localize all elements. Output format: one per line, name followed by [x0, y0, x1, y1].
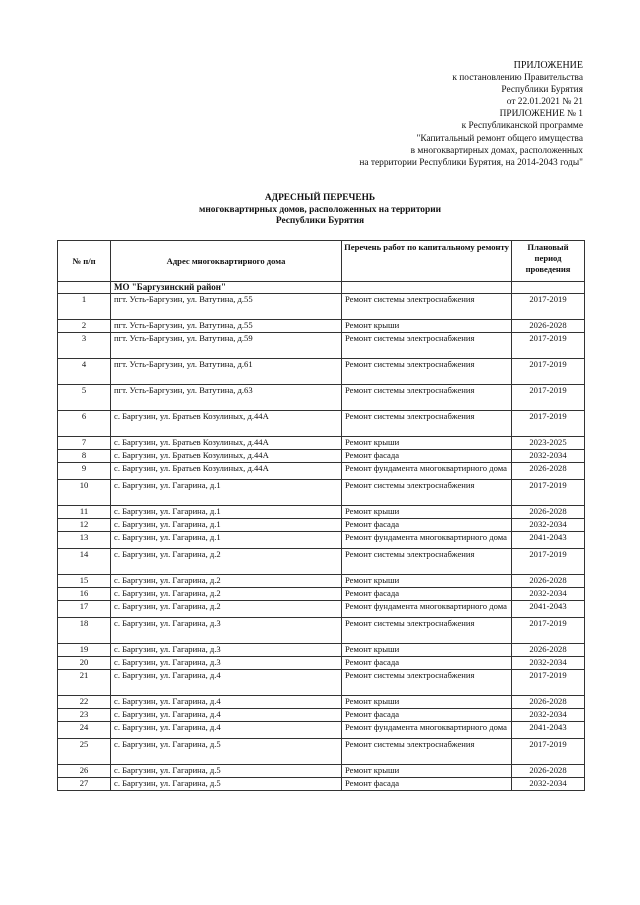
row-work: Ремонт фасада [342, 709, 512, 722]
address-list-table [57, 240, 585, 791]
row-number: 18 [58, 618, 111, 644]
row-address: с. Баргузин, ул. Гагарина, д.5 [111, 765, 342, 778]
row-address: с. Баргузин, ул. Гагарина, д.4 [111, 722, 342, 739]
row-work: Ремонт крыши [342, 644, 512, 657]
table-row [58, 294, 585, 320]
row-period: 2032-2034 [512, 450, 585, 463]
row-work: Ремонт фасада [342, 519, 512, 532]
appendix-header [223, 60, 583, 169]
row-number: 6 [58, 411, 111, 437]
row-period: 2017-2019 [512, 411, 585, 437]
row-address: пгт. Усть-Баргузин, ул. Ватутина, д.63 [111, 385, 342, 411]
row-work: Ремонт системы электроснабжения [342, 549, 512, 575]
row-period: 2041-2043 [512, 601, 585, 618]
row-period: 2026-2028 [512, 644, 585, 657]
row-number: 15 [58, 575, 111, 588]
table-row [58, 532, 585, 549]
row-address: с. Баргузин, ул. Гагарина, д.1 [111, 480, 342, 506]
row-work: Ремонт системы электроснабжения [342, 670, 512, 696]
table-row [58, 657, 585, 670]
row-period: 2032-2034 [512, 778, 585, 791]
row-work: Ремонт фундамента многоквартирного дома [342, 532, 512, 549]
row-work: Ремонт системы электроснабжения [342, 359, 512, 385]
row-period: 2017-2019 [512, 294, 585, 320]
row-address: с. Баргузин, ул. Братьев Козулиных, д.44А [111, 411, 342, 437]
header-line: в многоквартирных домах, расположенных [410, 145, 583, 156]
table-row [58, 644, 585, 657]
row-number: 27 [58, 778, 111, 791]
table-row [58, 411, 585, 437]
header-line: от 22.01.2021 № 21 [506, 97, 583, 108]
row-period: 2017-2019 [512, 385, 585, 411]
row-period: 2017-2019 [512, 739, 585, 765]
row-work: Ремонт крыши [342, 320, 512, 333]
row-address: пгт. Усть-Баргузин, ул. Ватутина, д.55 [111, 294, 342, 320]
document-title [0, 193, 640, 228]
group-row [58, 282, 585, 294]
row-period: 2026-2028 [512, 506, 585, 519]
header-line: ПРИЛОЖЕНИЕ № 1 [499, 109, 583, 120]
row-number: 9 [58, 463, 111, 480]
row-work: Ремонт системы электроснабжения [342, 618, 512, 644]
table-row [58, 480, 585, 506]
row-number: 26 [58, 765, 111, 778]
row-number: 23 [58, 709, 111, 722]
row-period: 2017-2019 [512, 670, 585, 696]
table-row [58, 670, 585, 696]
row-number: 7 [58, 437, 111, 450]
row-address: с. Баргузин, ул. Братьев Козулиных, д.44А [111, 450, 342, 463]
table-row [58, 722, 585, 739]
row-number: 8 [58, 450, 111, 463]
row-period: 2026-2028 [512, 463, 585, 480]
row-address: с. Баргузин, ул. Гагарина, д.4 [111, 696, 342, 709]
table-row [58, 618, 585, 644]
col-header-period: Плановый период проведения [512, 241, 585, 282]
row-number: 22 [58, 696, 111, 709]
col-header-address: Адрес многоквартирного дома [111, 241, 342, 282]
header-line: ПРИЛОЖЕНИЕ [513, 60, 583, 71]
row-work: Ремонт фасада [342, 778, 512, 791]
row-number: 10 [58, 480, 111, 506]
row-address: с. Баргузин, ул. Гагарина, д.5 [111, 778, 342, 791]
col-header-num: № п/п [58, 241, 111, 282]
table-row [58, 575, 585, 588]
row-address: с. Баргузин, ул. Гагарина, д.3 [111, 657, 342, 670]
row-work: Ремонт системы электроснабжения [342, 333, 512, 359]
table-row [58, 463, 585, 480]
row-period: 2026-2028 [512, 765, 585, 778]
row-work: Ремонт фундамента многоквартирного дома [342, 463, 512, 480]
row-period: 2041-2043 [512, 722, 585, 739]
header-line: к Республиканской программе [461, 121, 583, 132]
row-work: Ремонт фасада [342, 588, 512, 601]
row-work: Ремонт крыши [342, 696, 512, 709]
row-number: 12 [58, 519, 111, 532]
row-address: с. Баргузин, ул. Гагарина, д.1 [111, 532, 342, 549]
row-work: Ремонт фасада [342, 450, 512, 463]
row-address: с. Баргузин, ул. Гагарина, д.2 [111, 575, 342, 588]
table-row [58, 778, 585, 791]
row-number: 25 [58, 739, 111, 765]
row-period: 2017-2019 [512, 359, 585, 385]
row-work: Ремонт крыши [342, 437, 512, 450]
table-row [58, 709, 585, 722]
row-address: с. Баргузин, ул. Гагарина, д.3 [111, 644, 342, 657]
table-row [58, 549, 585, 575]
row-address: с. Баргузин, ул. Гагарина, д.1 [111, 506, 342, 519]
row-number: 5 [58, 385, 111, 411]
table-row [58, 739, 585, 765]
row-period: 2041-2043 [512, 532, 585, 549]
title-line-2: многоквартирных домов, расположенных на территории [198, 204, 442, 215]
row-address: с. Баргузин, ул. Гагарина, д.1 [111, 519, 342, 532]
row-period: 2026-2028 [512, 696, 585, 709]
title-line-1: АДРЕСНЫЙ ПЕРЕЧЕНЬ [264, 193, 376, 203]
row-period: 2023-2025 [512, 437, 585, 450]
row-number: 2 [58, 320, 111, 333]
row-number: 1 [58, 294, 111, 320]
row-number: 17 [58, 601, 111, 618]
group-label: МО "Баргузинский район" [111, 282, 342, 294]
table-row [58, 765, 585, 778]
row-address: пгт. Усть-Баргузин, ул. Ватутина, д.55 [111, 320, 342, 333]
row-period: 2026-2028 [512, 320, 585, 333]
table-row [58, 320, 585, 333]
table-row [58, 450, 585, 463]
table-row [58, 437, 585, 450]
table-row [58, 333, 585, 359]
row-period: 2017-2019 [512, 618, 585, 644]
row-work: Ремонт системы электроснабжения [342, 739, 512, 765]
row-address: с. Баргузин, ул. Гагарина, д.3 [111, 618, 342, 644]
row-period: 2017-2019 [512, 549, 585, 575]
row-work: Ремонт крыши [342, 506, 512, 519]
table-row [58, 588, 585, 601]
row-number: 21 [58, 670, 111, 696]
row-period: 2026-2028 [512, 575, 585, 588]
row-work: Ремонт системы электроснабжения [342, 385, 512, 411]
row-address: с. Баргузин, ул. Гагарина, д.5 [111, 739, 342, 765]
row-work: Ремонт крыши [342, 765, 512, 778]
row-work: Ремонт крыши [342, 575, 512, 588]
table-row [58, 601, 585, 618]
table-row [58, 385, 585, 411]
header-line: Республики Бурятия [501, 85, 583, 96]
row-number: 14 [58, 549, 111, 575]
table-header-row [58, 241, 585, 282]
header-line: на территории Республики Бурятия, на 2014-2043 годы" [359, 157, 583, 168]
row-number: 11 [58, 506, 111, 519]
row-number: 4 [58, 359, 111, 385]
row-work: Ремонт системы электроснабжения [342, 411, 512, 437]
row-work: Ремонт фундамента многоквартирного дома [342, 722, 512, 739]
row-period: 2032-2034 [512, 519, 585, 532]
row-address: пгт. Усть-Баргузин, ул. Ватутина, д.59 [111, 333, 342, 359]
row-number: 3 [58, 333, 111, 359]
row-address: с. Баргузин, ул. Гагарина, д.2 [111, 588, 342, 601]
row-address: с. Баргузин, ул. Гагарина, д.2 [111, 549, 342, 575]
row-work: Ремонт фасада [342, 657, 512, 670]
table-row [58, 359, 585, 385]
row-address: с. Баргузин, ул. Братьев Козулиных, д.44А [111, 463, 342, 480]
table-row [58, 519, 585, 532]
header-line: к постановлению Правительства [452, 73, 583, 84]
table-row [58, 696, 585, 709]
header-line: "Капитальный ремонт общего имущества [416, 133, 583, 144]
row-work: Ремонт фундамента многоквартирного дома [342, 601, 512, 618]
col-header-works: Перечень работ по капитальному ремонту [342, 241, 512, 282]
row-work: Ремонт системы электроснабжения [342, 480, 512, 506]
row-period: 2032-2034 [512, 657, 585, 670]
row-number: 20 [58, 657, 111, 670]
row-period: 2017-2019 [512, 333, 585, 359]
row-address: пгт. Усть-Баргузин, ул. Ватутина, д.61 [111, 359, 342, 385]
row-period: 2032-2034 [512, 709, 585, 722]
row-address: с. Баргузин, ул. Гагарина, д.2 [111, 601, 342, 618]
row-period: 2032-2034 [512, 588, 585, 601]
row-number: 19 [58, 644, 111, 657]
row-work: Ремонт системы электроснабжения [342, 294, 512, 320]
row-address: с. Баргузин, ул. Гагарина, д.4 [111, 670, 342, 696]
row-number: 24 [58, 722, 111, 739]
row-period: 2017-2019 [512, 480, 585, 506]
table-row [58, 506, 585, 519]
row-address: с. Баргузин, ул. Братьев Козулиных, д.44А [111, 437, 342, 450]
row-number: 13 [58, 532, 111, 549]
title-line-3: Республики Бурятия [275, 216, 365, 227]
row-address: с. Баргузин, ул. Гагарина, д.4 [111, 709, 342, 722]
row-number: 16 [58, 588, 111, 601]
